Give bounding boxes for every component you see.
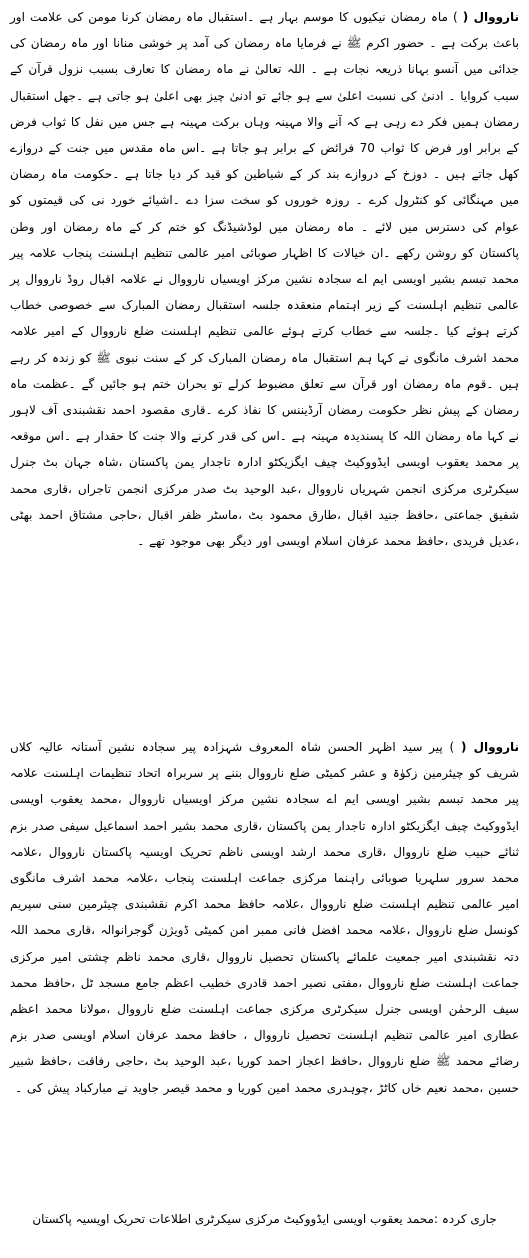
dateline: نارووال ( [461,740,519,754]
article-body: علامت اور باعث برکت ہے ۔ حضور اکرم ﷺ نے فرمایا ماہ رمضان کی آمد پر خوشی منانا اور ماہ رمضان کی جدائی میں آنسو بہانا ذریعہ نجات ہے ۔ اللہ تعالیٰ نے ماہ رمضان کا تعارف بسبب نزول قرآن کے سبب کروایا ۔ ادنیٰ کی نسبت اعلیٰ سے ہو جائے تو ادنیٰ چیز بھی اعلیٰ ہو جاتی ہے ۔جھل استقبال رمضان ہمیں فکر دے رہی ہے کہ آنے والا مہینہ وہاں برکت مہینہ ہے جس میں نفل کا ثواب فرض کے برابر اور فرض کا ثواب 70 فرائض کے برابر ہو جاتا ہے ۔اس ماہ مقدس میں جنت کے دروازے کھل جاتے ہیں ۔ دوزخ کے دروازے بند کر کے شیاطین کو قید کر دیا جاتا ہے ۔حکومت ماہ رمضان میں مہنگائی کو کنٹرول کرے ۔ روزہ خوروں کو سخت سزا دے ۔اشیائے خورد نی کی قیمتوں کو عوام کی دسترس میں لائے ۔ ماہ رمضان میں لوڈشیڈنگ کو ختم کر کے ماہ رمضان اور وطن پاکستان کو روشن رکھے ۔ان خیالات کا اظہار صوبائی امیر عالمی تنظیم اہلسنت پنجاب علامہ پیر محمد تبسم بشیر اویسی ایم اے سجادہ نشین مرکز اویسیاں نارووال نے علامہ اقبال روڈ نارووال پر عالمی تنظیم اہلسنت کے زیر اہتمام منعقدہ جلسہ استقبال رمضان المبارک سے خصوصی خطاب کرتے ہوئے کیا ۔جلسہ سے خطاب کرتے ہوئے عالمی تنظیم اہلسنت ضلع نارووال کے امیر علامہ محمد اشرف مانگوی نے کہا ہم استقبال ماہ رمضان المبارک کر کے سنت نبوی ﷺ کو زندہ کر رہے ہیں ۔قوم ماہ رمضان اور قرآن سے تعلق مضبوط کرلے تو بحران ختم ہو جائیں گے ۔عظمت ماہ رمضان کے پیش نظر حکومت رمضان آرڈیننس کا نفاذ کرے ۔قاری مقصود احمد نقشبندی آف لاہور نے کہا ماہ رمضان اللہ کا پسندیدہ مہینہ ہے ۔اس کی قدر کرنے والا جنت کا حقدار ہے ۔اس موقعہ پر محمد یعقوب اویسی ایڈووکیٹ چیف ایگزیکٹو ادارہ تاجدار یمن پاکستان ،شاہ جہان بٹ جنرل سیکرٹری مرکزی انجمن شہریاں نارووال ،عبد الوحید بٹ صدر مرکزی انجمن تاجراں ،قاری محمد شفیق جماعتی ،حافظ جنید اقبال ،طارق محمود بٹ ،ماسٹر ظفر اقبال ،حاجی مشتاق احمد بھٹی ،عدیل فریدی ،حافظ محمد عرفان اسلام اویسی اور دیگر بھی موجود تھے ۔ [10,10,520,549]
article-paragraph [10,734,519,1101]
issued-by-footer: جاری کردہ :محمد یعقوب اویسی ایڈووکیٹ مرکزی سیکرٹری اطلاعات تحریک اویسیہ پاکستان [32,1212,497,1226]
dateline: نارووال ( [462,10,519,24]
article-paragraph [10,4,519,554]
article-ramadan-welcome [10,4,519,654]
article-body: ) پیر سید اظہر الحسن شاہ المعروف شہزادہ پیر سجادہ نشین آستانہ عالیہ کلاں شریف کو چیئرمین زکوٰۃ و عشر کمیٹی ضلع نارووال بننے پر سربراہ اتحاد تنظیمات اہلسنت علامہ پیر محمد تبسم بشیر اویسی ایم اے سجادہ نشین مرکز اویسیاں نارووال ،محمد یعقوب اویسی ایڈووکیٹ چیف ایگزیکٹو ادارہ تاجدار یمن پاکستان ،قاری محمد بشیر احمد اسماعیل سیفی صدر بزم ثنائے حبیب ضلع نارووال ،قاری محمد ارشد اویسی ناظم تحریک اویسیہ پاکستان نارووال ،علامہ محمد سرور سلہریا صوبائی راہنما مرکزی جماعت اہلسنت پنجاب ،علامہ محمد اشرف مانگوی امیر عالمی تنظیم اہلسنت ضلع نارووال ،علامہ حافظ محمد اکرم نقشبندی چیئرمین سنی سپریم کونسل ضلع نارووال ،علامہ محمد افضل فانی ممبر امن کمیٹی ڈویژن گوجرانوالہ ،قاری محمد اللہ دتہ نقشبندی امیر جمعیت علمائے پاکستان تحصیل نارووال ،قاری محمد ناظم چشتی امیر مرکزی جماعت اہلسنت ضلع نارووال ،مفتی نصیر احمد قادری خطیب اعظم جامع مسجد ٹل ،حافظ محمد سیف الرحمٰن اویسی جنرل سیکرٹری مرکزی جماعت اہلسنت ضلع نارووال ،مولانا محمد اعظم عطاری امیر عالمی تنظیم اہلسنت تحصیل نارووال ، حافظ محمد عرفان اسلام اویسی صدر بزم رضائے محمد ﷺ ضلع نارووال ،حافظ اعجاز احمد کوریا ،عبد الوحید بٹ ،حاجی رفاقت ،حافظ شبیر حسین ،محمد نعیم خاں کاٹڑ ،چوہدری محمد امین کوریا و محمد قیصر جاوید نے مبارکباد پیش کی ۔ [10,740,519,1095]
article-headline: ) ماہ رمضان نیکیوں کا موسم بہار ہے ۔استقبال ماہ رمضان کرنا مومن کی [67,10,458,24]
article-congratulations [10,734,519,1154]
